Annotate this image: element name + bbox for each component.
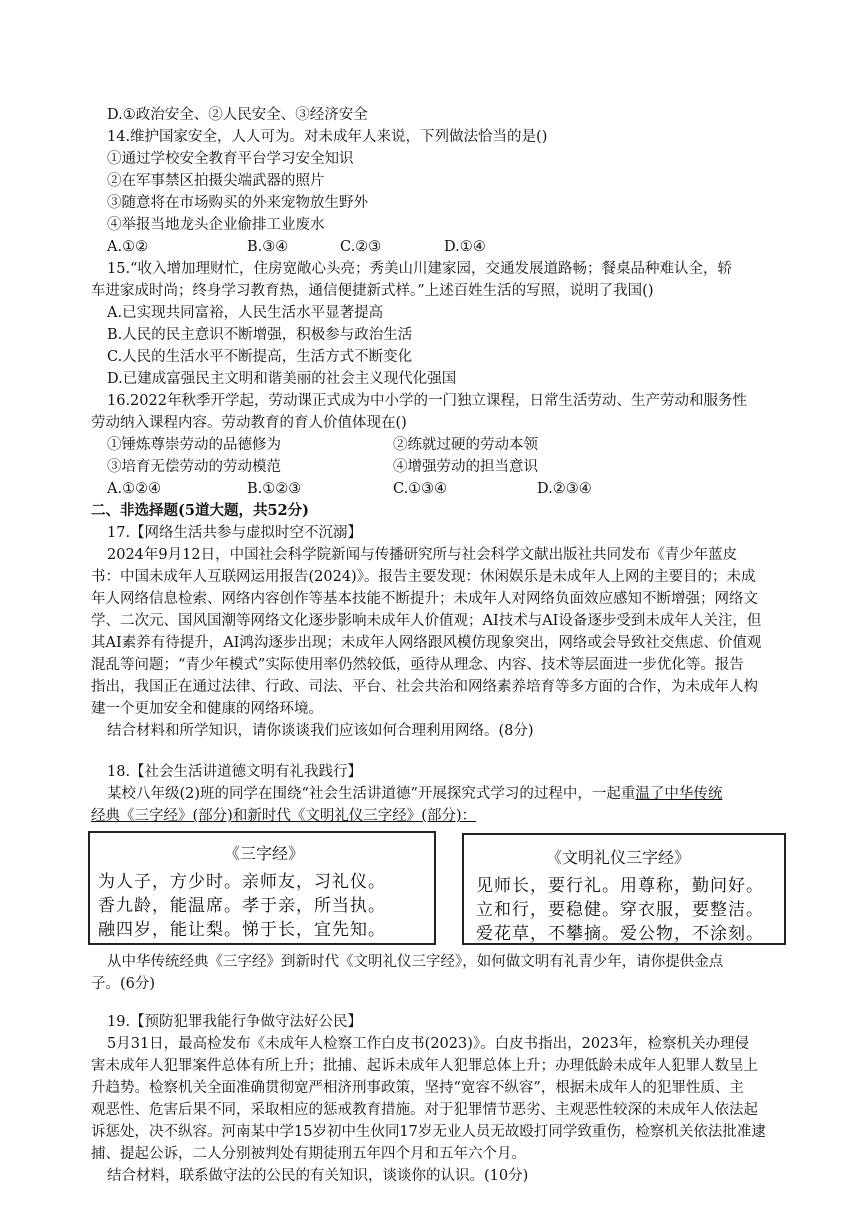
q16-option-c: C.①③④ xyxy=(393,481,448,497)
q16-stem-line1: 16.2022年秋季开学起，劳动课正式成为中小学的一门独立课程，日常生活劳动、生产劳动和服务性 xyxy=(107,393,747,409)
sanzijing-title: 《三字经》 xyxy=(224,844,305,863)
q18-line1-part-a: 某校八年级(2)班的同学在围绕“社会生活讲道德”开展探究式学习的过程中，一起重 xyxy=(107,786,636,802)
q17-line: 其AI素养有待提升，AI鸿沟逐步出现；未成年人网络跟风模仿现象突出，网络或会导致社交焦虑、价值观 xyxy=(91,635,762,651)
q19-line: 诉惩处，决不纵容。河南某中学15岁初中生伙同17岁无业人员无故殴打同学致重伤，检察机关依法批准逮 xyxy=(91,1124,766,1140)
wenming-row: 见师长，要行礼。用尊称，勤问好。 xyxy=(476,876,764,896)
q14-item-1: ①通过学校安全教育平台学习安全知识 xyxy=(107,151,354,167)
q18-line1-part-b: 温了中华传统 xyxy=(635,786,723,802)
q19-line: 害未成年人犯罪案件总体有所上升；批捕、起诉未成年人犯罪总体上升；办理低龄未成年人犯罪人数呈上 xyxy=(91,1058,758,1074)
q14-option-a: A.①② xyxy=(107,239,149,255)
q19-question: 结合材料，联系做守法的公民的有关知识，谈谈你的认识。(10分) xyxy=(107,1168,529,1184)
q17-line: 混乱等问题；“青少年模式”实际使用率仍然较低，亟待从理念、内容、技术等层面进一步优化等。报告 xyxy=(91,657,744,673)
q14-option-b: B.③④ xyxy=(247,239,289,255)
q16-item-2: ②练就过硬的劳动本领 xyxy=(393,437,538,453)
q17-line: 2024年9月12日，中国社会科学院新闻与传播研究所与社会科学文献出版社共同发布《青少年蓝皮 xyxy=(107,547,738,563)
q18-title: 18.【社会生活讲道德文明有礼我践行】 xyxy=(107,764,363,780)
q17-line: 建一个更加安全和健康的网络环境。 xyxy=(91,701,323,717)
q14-stem: 14.维护国家安全，人人可为。对未成年人来说，下列做法恰当的是() xyxy=(107,129,548,145)
q19-line: 捕、提起公诉，二人分别被判处有期徒刑五年四个月和五年六个月。 xyxy=(91,1146,526,1162)
sanzijing-row: 为人子，方少时。亲师友，习礼仪。 xyxy=(98,872,386,892)
q16-item-1: ①锤炼尊崇劳动的品德修为 xyxy=(107,437,281,453)
wenming-row: 立和行，要稳健。穿衣服，要整洁。 xyxy=(476,900,764,920)
q16-stem-line2: 劳动纳入课程内容。劳动教育的育人价值体现在() xyxy=(91,415,407,431)
q15-stem-line1: 15.“收入增加理财忙，住房宽敞心头亮；秀美山川建家园，交通发展道路畅；餐桌品种难认全，轿 xyxy=(107,261,732,277)
wenming-sanzijing-title: 《文明礼仪三字经》 xyxy=(546,848,691,867)
sanzijing-row: 融四岁，能让梨。悌于长，宜先知。 xyxy=(98,920,386,940)
q14-item-4: ④举报当地龙头企业偷排工业废水 xyxy=(107,217,325,233)
sanzijing-box xyxy=(88,831,436,945)
q13-option-d: D.①政治安全、②人民安全、③经济安全 xyxy=(107,107,368,123)
q17-line: 指出，我国正在通过法律、行政、司法、平台、社会共治和网络素养培育等多方面的合作，为未成年人构 xyxy=(91,679,758,695)
q17-line: 学、二次元、国风国潮等网络文化逐步影响未成年人价值观；AI技术与AI设备逐步受到未成年人关注，但 xyxy=(91,613,762,629)
q19-title: 19.【预防犯罪我能行争做守法好公民】 xyxy=(107,1014,363,1030)
wenming-row: 爱花草，不攀摘。爱公物，不涂刻。 xyxy=(476,924,764,944)
q16-option-d: D.②③④ xyxy=(537,481,592,497)
section-heading: 二、非选择题(5道大题，共52分) xyxy=(91,502,309,519)
q14-option-c: C.②③ xyxy=(340,239,382,255)
q18-line2: 经典《三字经》(部分)和新时代《文明礼仪三字经》(部分)： xyxy=(91,808,477,824)
q15-option-b: B.人民的民主意识不断增强，积极参与政治生活 xyxy=(107,327,413,343)
q17-line: 书：中国未成年人互联网运用报告(2024)》。报告主要发现：休闲娱乐是未成年人上网的主要目的；未成 xyxy=(91,569,756,585)
q19-line: 观恶性、危害后果不同，采取相应的惩戒教育措施。对于犯罪情节恶劣、主观恶性较深的未成年人依法起 xyxy=(91,1102,758,1118)
q18-question-line2: 子。(6分) xyxy=(91,976,156,992)
q16-item-4: ④增强劳动的担当意识 xyxy=(393,459,538,475)
q16-option-a: A.①②④ xyxy=(107,481,162,497)
q18-line1 xyxy=(107,784,722,804)
q16-item-3: ③培育无偿劳动的劳动模范 xyxy=(107,459,281,475)
q14-item-2: ②在军事禁区拍摄尖端武器的照片 xyxy=(107,173,325,189)
q15-option-d: D.已建成富强民主文明和谐美丽的社会主义现代化强国 xyxy=(107,371,457,387)
q15-option-c: C.人民的生活水平不断提高，生活方式不断变化 xyxy=(107,349,413,365)
q15-option-a: A.已实现共同富裕，人民生活水平显著提高 xyxy=(107,305,384,321)
q14-option-d: D.①④ xyxy=(444,239,486,255)
wenming-sanzijing-box xyxy=(462,833,786,945)
sanzijing-row: 香九龄，能温席。孝于亲，所当执。 xyxy=(98,896,386,916)
q19-line: 5月31日，最高检发布《未成年人检察工作白皮书(2023)》。白皮书指出，2023年，检察机关办理侵 xyxy=(107,1036,750,1052)
q16-option-b: B.①②③ xyxy=(247,481,302,497)
q17-title: 17.【网络生活共参与虚拟时空不沉溺】 xyxy=(107,525,363,541)
q17-line: 年人网络信息检索、网络内容创作等基本技能不断提升；未成年人对网络负面效应感知不断增强；网络文 xyxy=(91,591,758,607)
q18-question-line1: 从中华传统经典《三字经》到新时代《文明礼仪三字经》，如何做文明有礼青少年，请你提供金点 xyxy=(107,954,724,970)
q19-line: 升趋势。检察机关全面准确贯彻宽严相济刑事政策，坚持“宽容不纵容”，根据未成年人的犯罪性质、主 xyxy=(91,1080,744,1096)
q15-stem-line2: 车进家成时尚；终身学习教育热，通信便捷新式样。”上述百姓生活的写照，说明了我国() xyxy=(91,283,654,299)
q14-item-3: ③随意将在市场购买的外来宠物放生野外 xyxy=(107,195,368,211)
q17-question: 结合材料和所学知识，请你谈谈我们应该如何合理利用网络。(8分) xyxy=(107,723,534,739)
